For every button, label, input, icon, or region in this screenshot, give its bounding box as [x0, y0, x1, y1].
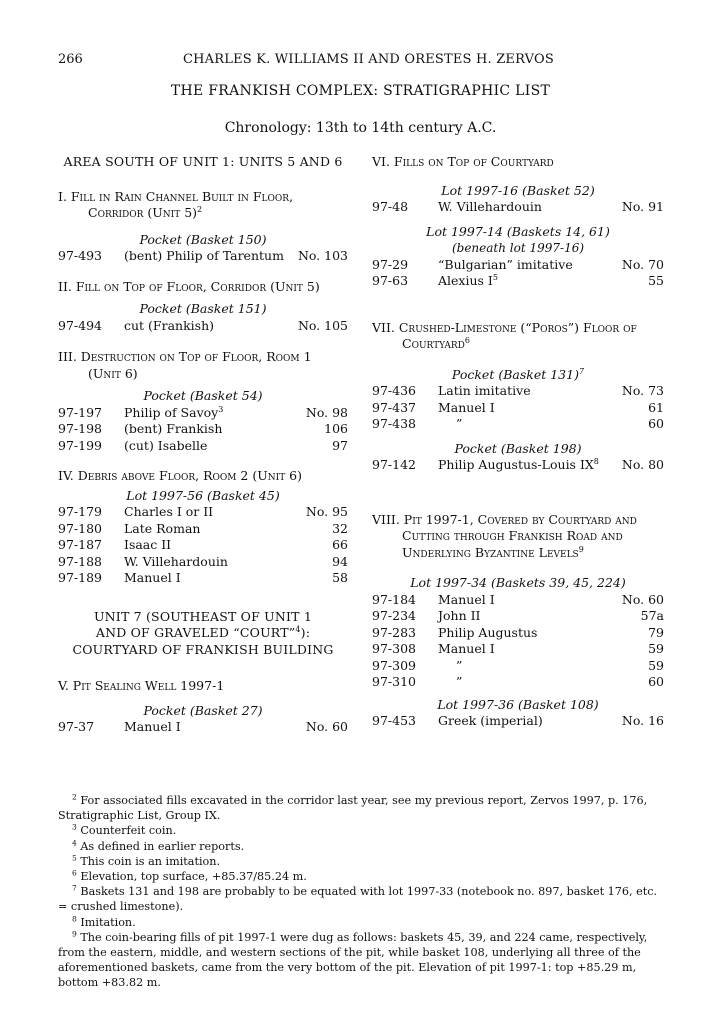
section-4-title: IV. Debris above Floor, Room 2 (Unit 6)	[58, 468, 303, 483]
page-title: THE FRANKISH COMPLEX: STRATIGRAPHIC LIST	[170, 83, 551, 99]
footnote: $^6$ Elevation, top surface, +85.37/85.24 m.	[72, 868, 307, 884]
table-row: 97-310 ” 60	[372, 674, 664, 689]
table-row: 97-198 (bent) Frankish 106	[58, 421, 348, 436]
section-6-subheading-1: Lot 1997-16 (Basket 52)	[441, 182, 595, 198]
section-8-title: VIII. Pit 1997-1, Covered by Courtyard and Cutting through Frankish Road and Underlying Byzantine Levels$^9$	[372, 511, 637, 560]
footnote: $^5$ This coin is an imitation.	[72, 853, 221, 868]
footnote: $^8$ Imitation.	[72, 913, 136, 929]
footnote: $^4$ As defined in earlier reports.	[72, 837, 245, 853]
table-row: 97-453 Greek (imperial) No. 16	[372, 713, 664, 728]
section-7-subheading-2: Pocket (Basket 198)	[454, 440, 582, 456]
left-column	[58, 152, 348, 736]
section-5-title: V. Pit Sealing Well 1997-1	[58, 678, 225, 693]
running-title: CHARLES K. WILLIAMS II AND ORESTES H. ZERVOS	[183, 52, 554, 67]
footnote: $^9$ The coin-bearing fills of pit 1997-1 were dug as follows: baskets 45, 39, and 224 came, respectively, from the eastern, middle, and western sections of the pit, while basket 108, underlying all three of the aforementioned baskets, came from the very bottom of the pit. Elevation of pit 1997-1: top +85.29 m, bottom +83.82 m.	[58, 929, 648, 990]
table-row: 97-197 Philip of Savoy$^3$ No. 98	[58, 404, 348, 420]
section-8-subheading-1: Lot 1997-34 (Baskets 39, 45, 224)	[410, 575, 626, 590]
footnotes	[58, 793, 664, 991]
section-3-title: III. Destruction on Top of Floor, Room 1 (Unit 6)	[58, 349, 312, 381]
table-row: 97-48 W. Villehardouin No. 91	[372, 199, 664, 214]
section-4-subheading: Lot 1997-56 (Basket 45)	[126, 487, 280, 503]
area-heading: AREA SOUTH OF UNIT 1: UNITS 5 AND 6	[63, 154, 343, 169]
right-column	[372, 152, 664, 730]
table-row: 97-436 Latin imitative No. 73	[372, 383, 664, 398]
section-6-title: VI. Fills on Top of Courtyard	[372, 154, 554, 169]
section-2-subheading: Pocket (Basket 151)	[139, 301, 267, 316]
table-row: 97-438 ” 60	[372, 416, 664, 431]
table-row: 97-63 Alexius $I^5$ 55	[372, 272, 664, 288]
table-row: 97-184 Manuel I No. 60	[372, 591, 664, 607]
table-row: 97-234 John II 57a	[372, 608, 664, 623]
table-row: 97-283 Philip Augustus 79	[372, 624, 664, 640]
table-row: 97-493 (bent) Philip of Tarentum No. 103	[58, 248, 348, 263]
table-row: 97-37 Manuel I No. 60	[58, 719, 348, 734]
unit-7-heading: UNIT 7 (SOUTHEAST OF UNIT 1 AND OF GRAVELED “COURT”$^4$): COURTYARD OF FRANKISH BUILDING	[72, 608, 334, 657]
section-7-title: VII. Crushed-Limestone (“Poros”) Floor of Courtyard$^6$	[372, 319, 637, 351]
table-row: 97-142 Philip Augustus-Louis $IX^8$ No. 80	[372, 456, 664, 472]
table-row: 97-188 W. Villehardouin 94	[58, 553, 348, 569]
section-1-subheading: Pocket (Basket 150)	[139, 231, 267, 247]
section-5-subheading: Pocket (Basket 27)	[143, 702, 263, 718]
table-row: 97-437 Manuel I 61	[372, 399, 664, 415]
table-row: 97-309 ” 59	[372, 657, 664, 673]
footnote: $^2$ For associated fills excavated in the corridor last year, see my previous report, Zervos 1997, p. 176, Stratigraphic List, Group IX.	[58, 792, 648, 823]
table-row: 97-180 Late Roman 32	[58, 520, 348, 536]
table-row: 97-494 cut (Frankish) No. 105	[58, 317, 348, 333]
section-1-title: I. Fill in Rain Channel Built in Floor, Corridor (Unit 5)$^2$	[58, 188, 294, 220]
table-row: 97-187 Isaac II 66	[58, 537, 348, 552]
table-row: 97-199 (cut) Isabelle 97	[58, 437, 348, 453]
footnote: $^7$ Baskets 131 and 198 are probably to be equated with lot 1997-33 (notebook no. 897, basket 176, etc. = crushed limestone).	[58, 883, 658, 914]
table-row: 97-308 Manuel I 59	[372, 641, 664, 656]
section-6-subheading-2: Lot 1997-14 (Baskets 14, 61) (beneath lot 1997-16)	[426, 223, 610, 255]
chronology: Chronology: 13th to 14th century A.C.	[224, 120, 497, 136]
section-2-title: II. Fill on Top of Floor, Corridor (Unit 5)	[58, 278, 320, 294]
page-number: 266	[58, 52, 83, 67]
table-row: 97-189 Manuel I 58	[58, 570, 348, 585]
table-row: 97-179 Charles I or II No. 95	[58, 504, 348, 519]
table-row: 97-29 “Bulgarian” imitative No. 70	[372, 256, 664, 272]
footnote: $^3$ Counterfeit coin.	[72, 822, 177, 838]
section-3-subheading: Pocket (Basket 54)	[143, 388, 263, 403]
section-7-subheading-1: Pocket (Basket 131)$^7$	[451, 366, 585, 382]
section-8-subheading-2: Lot 1997-36 (Basket 108)	[437, 696, 599, 712]
